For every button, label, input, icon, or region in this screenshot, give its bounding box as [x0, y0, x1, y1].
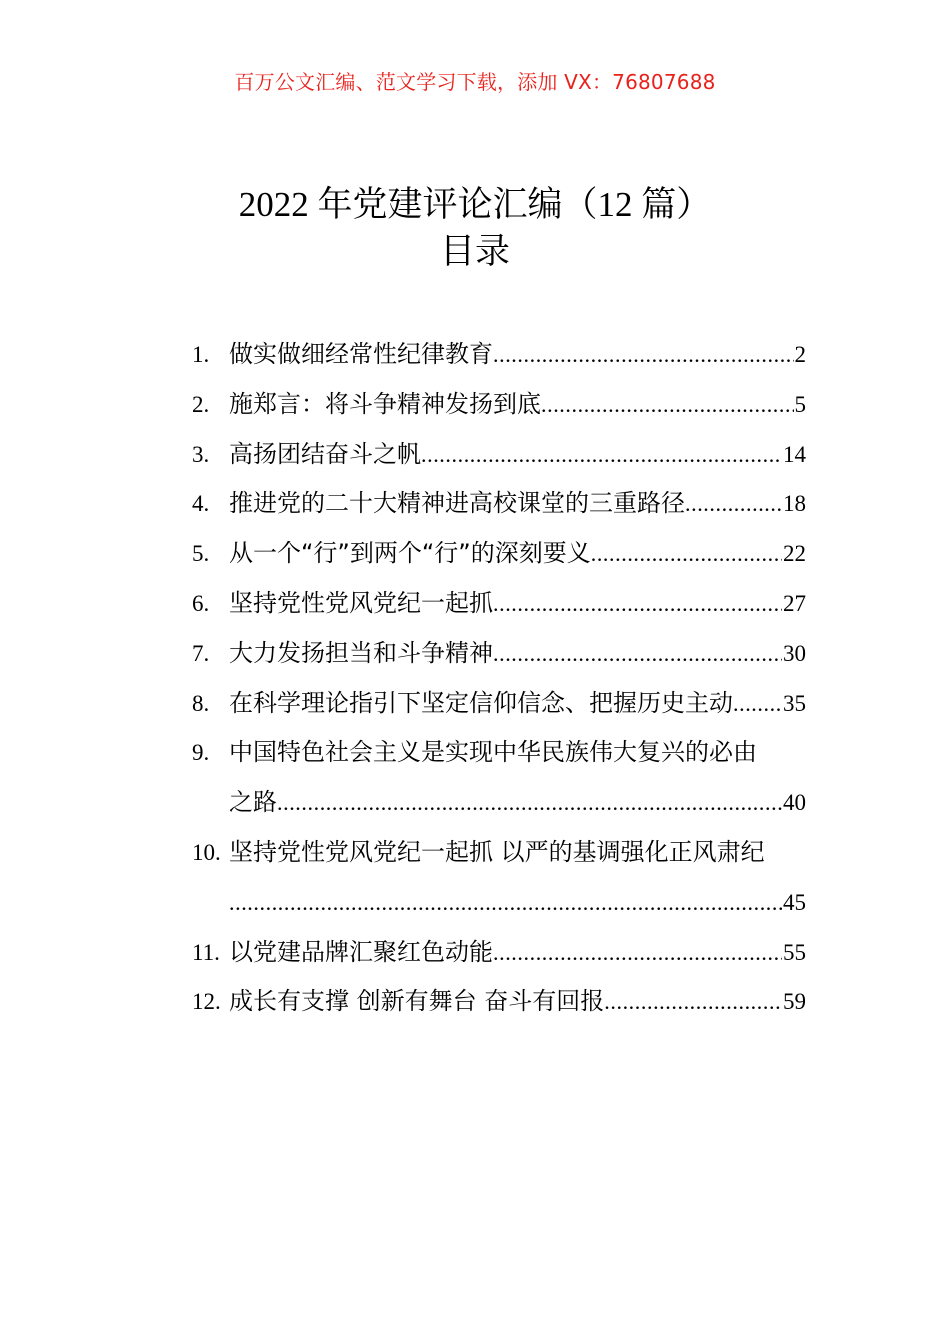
toc-entry-11[interactable] [192, 928, 806, 978]
toc-entry-page: 2 [794, 342, 806, 367]
toc-entry-title: 从一个“行”到两个“行”的深刻要义 [229, 539, 591, 568]
toc-entry-page: 27 [783, 590, 806, 616]
toc-entry-title-line1: 坚持党性党风党纪一起抓 以严的基调强化正风肃纪 [229, 837, 765, 866]
toc-entry-title: 在科学理论指引下坚定信仰信念、把握历史主动 [229, 688, 733, 717]
toc-entry-page: 40 [783, 790, 806, 816]
toc-entry-number: 1. [192, 342, 210, 367]
toc-entry-title: 大力发扬担当和斗争精神 [229, 638, 493, 667]
toc-entry-page: 5 [794, 391, 806, 417]
dot-leader [493, 579, 782, 629]
toc-entry-8[interactable] [192, 679, 806, 729]
toc-entry-page: 35 [783, 690, 806, 716]
toc-entry-title: 推进党的二十大精神进高校课堂的三重路径 [229, 489, 685, 518]
dot-leader [493, 928, 782, 978]
toc-entry-page: 55 [783, 939, 806, 965]
toc-entry-number: 10. [192, 839, 221, 865]
dot-leader [591, 529, 782, 579]
dot-leader [229, 878, 782, 928]
toc-entry-number: 7. [192, 640, 210, 666]
toc-entry-title: 成长有支撑 创新有舞台 奋斗有回报 [229, 987, 605, 1016]
toc-entry-page: 14 [783, 441, 806, 467]
toc-entry-number: 11. [192, 939, 220, 965]
dot-leader [493, 629, 782, 679]
toc-entry-page: 18 [783, 491, 806, 517]
toc-heading: 目录 [439, 232, 510, 272]
header-note: 百万公文汇编、范文学习下载，添加 VX：76807688 [234, 70, 716, 94]
toc-entry-5[interactable] [192, 529, 806, 579]
toc-entry-9[interactable] [192, 728, 806, 828]
dot-leader [493, 330, 794, 380]
dot-leader [733, 679, 782, 729]
toc-entry-page: 45 [783, 889, 806, 915]
toc-entry-number: 8. [192, 690, 210, 716]
toc-entry-number: 4. [192, 491, 210, 517]
dot-leader [541, 380, 794, 430]
table-of-contents [192, 330, 806, 1027]
dot-leader [604, 977, 782, 1027]
toc-entry-12[interactable] [192, 977, 806, 1027]
toc-entry-title-line2: 之路 [229, 788, 277, 817]
toc-entry-7[interactable] [192, 629, 806, 679]
toc-entry-title: 高扬团结奋斗之帆 [229, 439, 421, 468]
dot-leader [421, 430, 782, 480]
toc-entry-3[interactable] [192, 430, 806, 480]
dot-leader [277, 778, 782, 828]
toc-entry-page: 59 [783, 989, 806, 1015]
toc-entry-1[interactable] [192, 330, 806, 380]
toc-entry-title: 施郑言：将斗争精神发扬到底 [229, 389, 541, 418]
toc-entry-title-line1: 中国特色社会主义是实现中华民族伟大复兴的必由 [229, 738, 757, 767]
toc-entry-number: 6. [192, 590, 210, 616]
dot-leader [685, 479, 782, 529]
toc-entry-title: 以党建品牌汇聚红色动能 [229, 937, 493, 966]
toc-entry-number: 5. [192, 541, 210, 567]
toc-entry-number: 3. [192, 441, 210, 467]
toc-entry-page: 22 [783, 541, 806, 567]
toc-entry-number: 2. [192, 391, 210, 417]
toc-entry-title: 做实做细经常性纪律教育 [229, 340, 493, 368]
toc-entry-page: 30 [783, 640, 806, 666]
toc-entry-6[interactable] [192, 579, 806, 629]
toc-entry-2[interactable] [192, 380, 806, 430]
toc-entry-title: 坚持党性党风党纪一起抓 [229, 588, 493, 617]
document-title: 2022 年党建评论汇编（12 篇） [238, 185, 712, 224]
toc-entry-10[interactable] [192, 828, 806, 928]
toc-entry-number: 9. [192, 740, 210, 766]
toc-entry-4[interactable] [192, 479, 806, 529]
toc-entry-number: 12. [192, 989, 221, 1015]
